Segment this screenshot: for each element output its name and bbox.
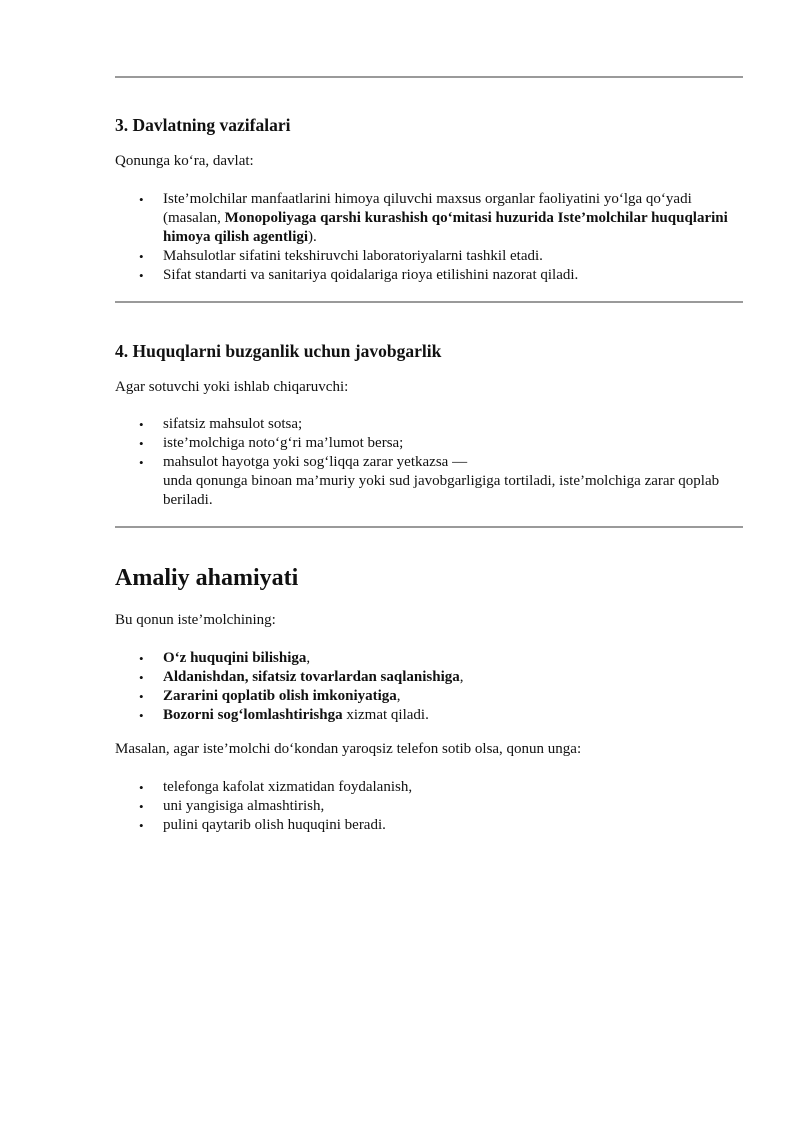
horizontal-rule [115, 301, 743, 303]
bullet-icon: • [139, 436, 144, 451]
bullet-icon: • [139, 192, 144, 207]
section-4-heading: 4. Huquqlarni buzganlik uchun javobgarlik [115, 341, 442, 361]
section-4-intro: Agar sotuvchi yoki ishlab chiqaruvchi: [115, 379, 349, 395]
bullet-icon: • [139, 780, 144, 795]
bullet-icon: • [139, 689, 144, 704]
horizontal-rule [115, 526, 743, 528]
section-3-heading: 3. Davlatning vazifalari [115, 115, 291, 135]
list-item-text: telefonga kafolat xizmatidan foydalanish, [163, 779, 413, 795]
section-4-list [115, 415, 743, 510]
bullet-icon: • [139, 799, 144, 814]
example-list [115, 778, 743, 835]
list-item-rest: , [306, 650, 311, 666]
list-item [115, 778, 743, 797]
list-item-text: mahsulot hayotga yoki sog‘liqqa zarar yetkazsa — [163, 454, 468, 470]
list-item [115, 266, 743, 285]
list-item [115, 190, 743, 247]
list-item-bold: O‘z huquqini bilishiga [163, 650, 307, 666]
bullet-icon: • [139, 651, 144, 666]
section-3-intro: Qonunga ko‘ra, davlat: [115, 153, 254, 169]
list-item-bold: Bozorni sog‘lomlashtirishga [163, 707, 343, 723]
list-item-text: Iste’molchilar manfaatlarini himoya qiluvchi maxsus organlar faoliyatini yo‘lga qo‘yadi (masalan, [163, 191, 692, 226]
list-item [115, 706, 743, 725]
bullet-icon: • [139, 670, 144, 685]
list-item-continuation: unda qonunga binoan ma’muriy yoki sud javobgarligiga tortiladi, iste’molchiga zarar qoplab beriladi. [163, 473, 720, 508]
example-paragraph: Masalan, agar iste’molchi do‘kondan yaroqsiz telefon sotib olsa, qonun unga: [115, 741, 582, 757]
list-item-text: uni yangisiga almashtirish, [163, 798, 325, 814]
amaliy-list [115, 649, 743, 725]
bullet-icon: • [139, 417, 144, 432]
list-item [115, 415, 743, 434]
bullet-icon: • [139, 708, 144, 723]
amaliy-heading: Amaliy ahamiyati [115, 565, 299, 591]
list-item-bold: Aldanishdan, sifatsiz tovarlardan saqlanishiga [163, 669, 460, 685]
list-item [115, 453, 743, 510]
list-item [115, 687, 743, 706]
list-item-text: pulini qaytarib olish huquqini beradi. [163, 817, 386, 833]
list-item [115, 649, 743, 668]
list-item-text-end: ). [308, 229, 317, 245]
list-item [115, 434, 743, 453]
list-item-text: Sifat standarti va sanitariya qoidalariga rioya etilishini nazorat qiladi. [163, 267, 579, 283]
list-item [115, 797, 743, 816]
list-item [115, 668, 743, 687]
horizontal-rule [115, 76, 743, 78]
list-item [115, 816, 743, 835]
list-item-rest: , [459, 669, 464, 685]
list-item-text: iste’molchiga noto‘g‘ri ma’lumot bersa; [163, 435, 404, 451]
bullet-icon: • [139, 818, 144, 833]
agency-name: Monopoliyaga qarshi kurashish qo‘mitasi huzurida Iste’molchilar huquqlarini himoya qilish agentligi [163, 210, 728, 245]
list-item-rest: , [396, 688, 401, 704]
list-item-bold: Zararini qoplatib olish imkoniyatiga [163, 688, 397, 704]
bullet-icon: • [139, 249, 144, 264]
bullet-icon: • [139, 268, 144, 283]
list-item-text: Mahsulotlar sifatini tekshiruvchi laboratoriyalarni tashkil etadi. [163, 248, 543, 264]
amaliy-intro: Bu qonun iste’molchining: [115, 612, 276, 628]
list-item-rest: xizmat qiladi. [342, 707, 429, 723]
section-3-list [115, 190, 743, 285]
bullet-icon: • [139, 455, 144, 470]
list-item-text: sifatsiz mahsulot sotsa; [163, 416, 303, 432]
list-item [115, 247, 743, 266]
